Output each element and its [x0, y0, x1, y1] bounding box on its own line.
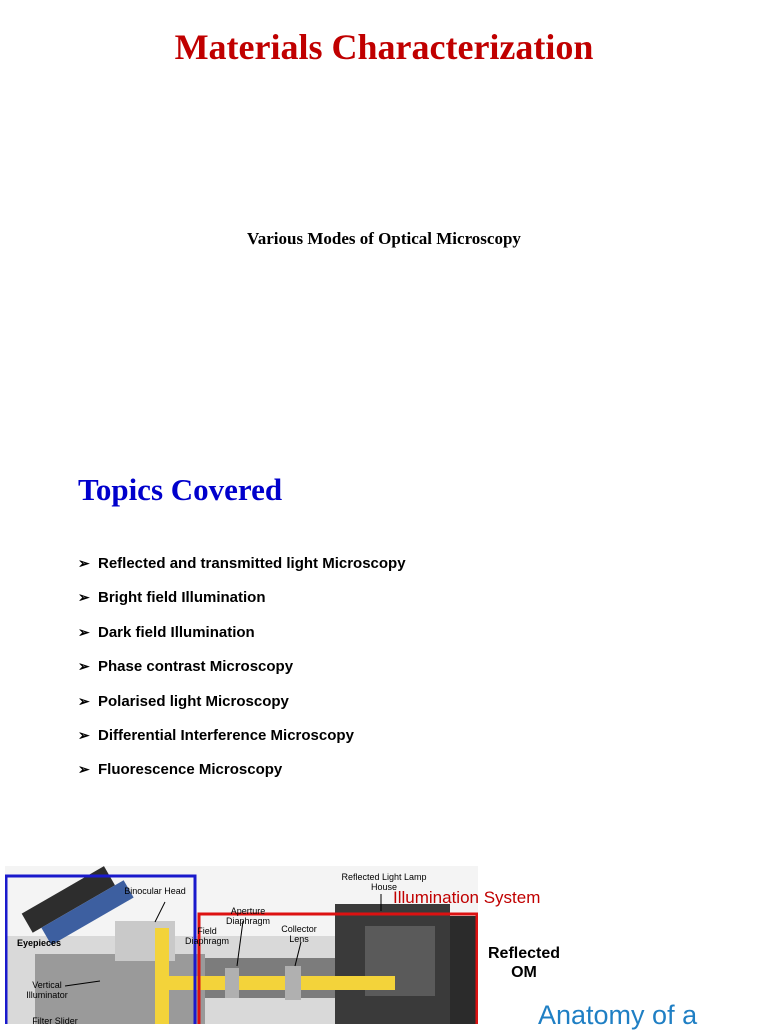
list-item — [78, 622, 406, 656]
topic-label: Dark field Illumination — [98, 623, 255, 641]
label-lamp-house: Reflected Light Lamp House — [341, 872, 427, 892]
list-item — [78, 553, 406, 587]
topic-label: Polarised light Microscopy — [98, 692, 289, 710]
reflected-om-line2: OM — [511, 964, 537, 981]
slide-title: Materials Characterization — [174, 27, 594, 67]
arrow-bullet-icon: ➢ — [78, 658, 90, 675]
label-aperture-diaphragm: Aperture Diaphragm — [225, 906, 271, 926]
label-filter-slider: Filter Slider — [32, 1016, 78, 1024]
anatomy-caption: Anatomy of a — [538, 1000, 698, 1030]
topics-heading: Topics Covered — [78, 472, 283, 507]
topic-label: Fluorescence Microscopy — [98, 761, 283, 779]
slide-subtitle: Various Modes of Optical Microscopy — [247, 229, 521, 248]
reflected-om-label — [478, 944, 570, 982]
reflected-om-line1: Reflected — [487, 945, 561, 962]
list-item — [78, 725, 406, 759]
list-item — [78, 587, 406, 621]
topic-label: Bright field Illumination — [98, 589, 266, 607]
arrow-bullet-icon: ➢ — [78, 761, 90, 778]
arrow-bullet-icon: ➢ — [78, 555, 90, 571]
topics-list — [78, 553, 406, 794]
label-field-diaphragm: Field Diaphragm — [184, 926, 230, 946]
label-vertical-illuminator: Vertical Illuminator — [26, 980, 68, 1000]
label-binocular-head: Binocular Head — [124, 886, 186, 896]
arrow-bullet-icon: ➢ — [78, 726, 90, 743]
arrow-bullet-icon: ➢ — [78, 589, 90, 606]
label-collector-lens: Collector Lens — [281, 924, 317, 944]
illumination-system-label: Illumination System — [393, 888, 541, 907]
arrow-bullet-icon: ➢ — [78, 692, 90, 709]
label-eyepieces: Eyepieces — [16, 938, 62, 948]
arrow-bullet-icon: ➢ — [78, 623, 90, 640]
list-item — [78, 656, 406, 690]
topic-label: Differential Interference Microscopy — [98, 726, 354, 744]
topic-label: Phase contrast Microscopy — [98, 658, 294, 676]
list-item — [78, 691, 406, 725]
topic-label: Reflected and transmitted light Microscopy — [98, 555, 406, 572]
list-item — [78, 759, 406, 793]
